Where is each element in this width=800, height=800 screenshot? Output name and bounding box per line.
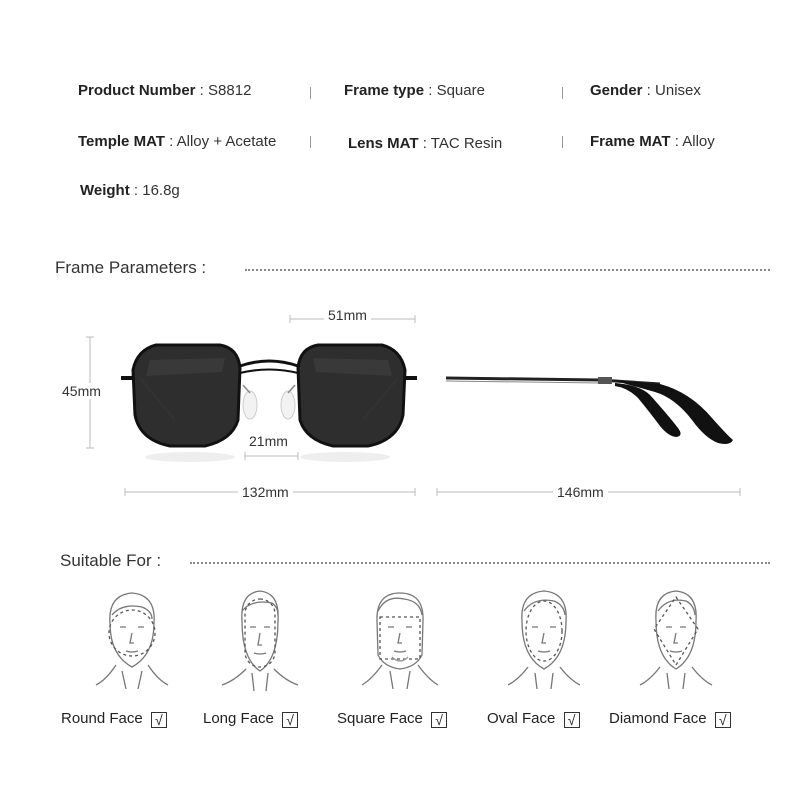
spec-value: 16.8g: [142, 182, 180, 199]
spec-label: Temple MAT: [78, 133, 165, 150]
checkbox-icon: √: [151, 712, 167, 728]
spec-value: Unisex: [655, 82, 701, 99]
diamond-face-icon: [636, 585, 716, 695]
round-face-icon: [92, 585, 172, 695]
lens-height-label: 45mm: [62, 383, 101, 399]
spec-label: Frame MAT: [590, 133, 671, 150]
spec-value: Square: [436, 82, 485, 99]
spec-value: Alloy: [682, 133, 715, 150]
face-name: Round Face: [61, 710, 143, 727]
lens-width-label: 51mm: [324, 307, 371, 323]
spec-value: TAC Resin: [430, 135, 503, 152]
spec-weight: Weight : 16.8g: [80, 182, 180, 199]
face-label-oval: [487, 710, 580, 728]
bridge-width-label: 21mm: [245, 433, 292, 449]
spec-value: S8812: [208, 82, 252, 99]
face-label-long: [203, 710, 298, 728]
spec-label: Frame type: [344, 82, 425, 99]
spec-label: Weight: [80, 182, 130, 199]
face-name: Oval Face: [487, 710, 556, 727]
face-shapes-row: [0, 585, 800, 695]
frame-width-label: 132mm: [238, 484, 293, 500]
section-divider: [190, 562, 770, 564]
face-name: Square Face: [337, 710, 423, 727]
checkbox-icon: √: [715, 712, 731, 728]
oval-face-icon: [504, 585, 584, 695]
checkbox-icon: √: [564, 712, 580, 728]
temple-length-label: 146mm: [553, 484, 608, 500]
spec-temple-mat: Temple MAT : Alloy + Acetate: [78, 133, 277, 150]
face-label-square: [337, 710, 447, 728]
square-face-icon: [360, 585, 440, 695]
spec-product-number: Product Number : S8812: [78, 82, 252, 99]
spec-label: Gender: [590, 82, 643, 99]
spec-value: Alloy + Acetate: [176, 133, 277, 150]
glasses-side-view: [446, 377, 733, 444]
face-label-diamond: [609, 710, 731, 728]
face-label-round: [61, 710, 167, 728]
suitable-for-title: Suitable For :: [60, 551, 169, 571]
spec-label: Product Number: [78, 82, 196, 99]
face-name: Long Face: [203, 710, 274, 727]
spec-label: Lens MAT: [348, 135, 419, 152]
spec-frame-type: Frame type : Square: [344, 82, 485, 99]
spec-frame-mat: Frame MAT : Alloy: [590, 133, 715, 150]
checkbox-icon: √: [282, 712, 298, 728]
spec-gender: Gender : Unisex: [590, 82, 701, 99]
long-face-icon: [220, 585, 300, 695]
frame-parameters-title: Frame Parameters :: [55, 258, 214, 278]
face-name: Diamond Face: [609, 710, 707, 727]
checkbox-icon: √: [431, 712, 447, 728]
spec-lens-mat: Lens MAT : TAC Resin: [348, 135, 503, 152]
